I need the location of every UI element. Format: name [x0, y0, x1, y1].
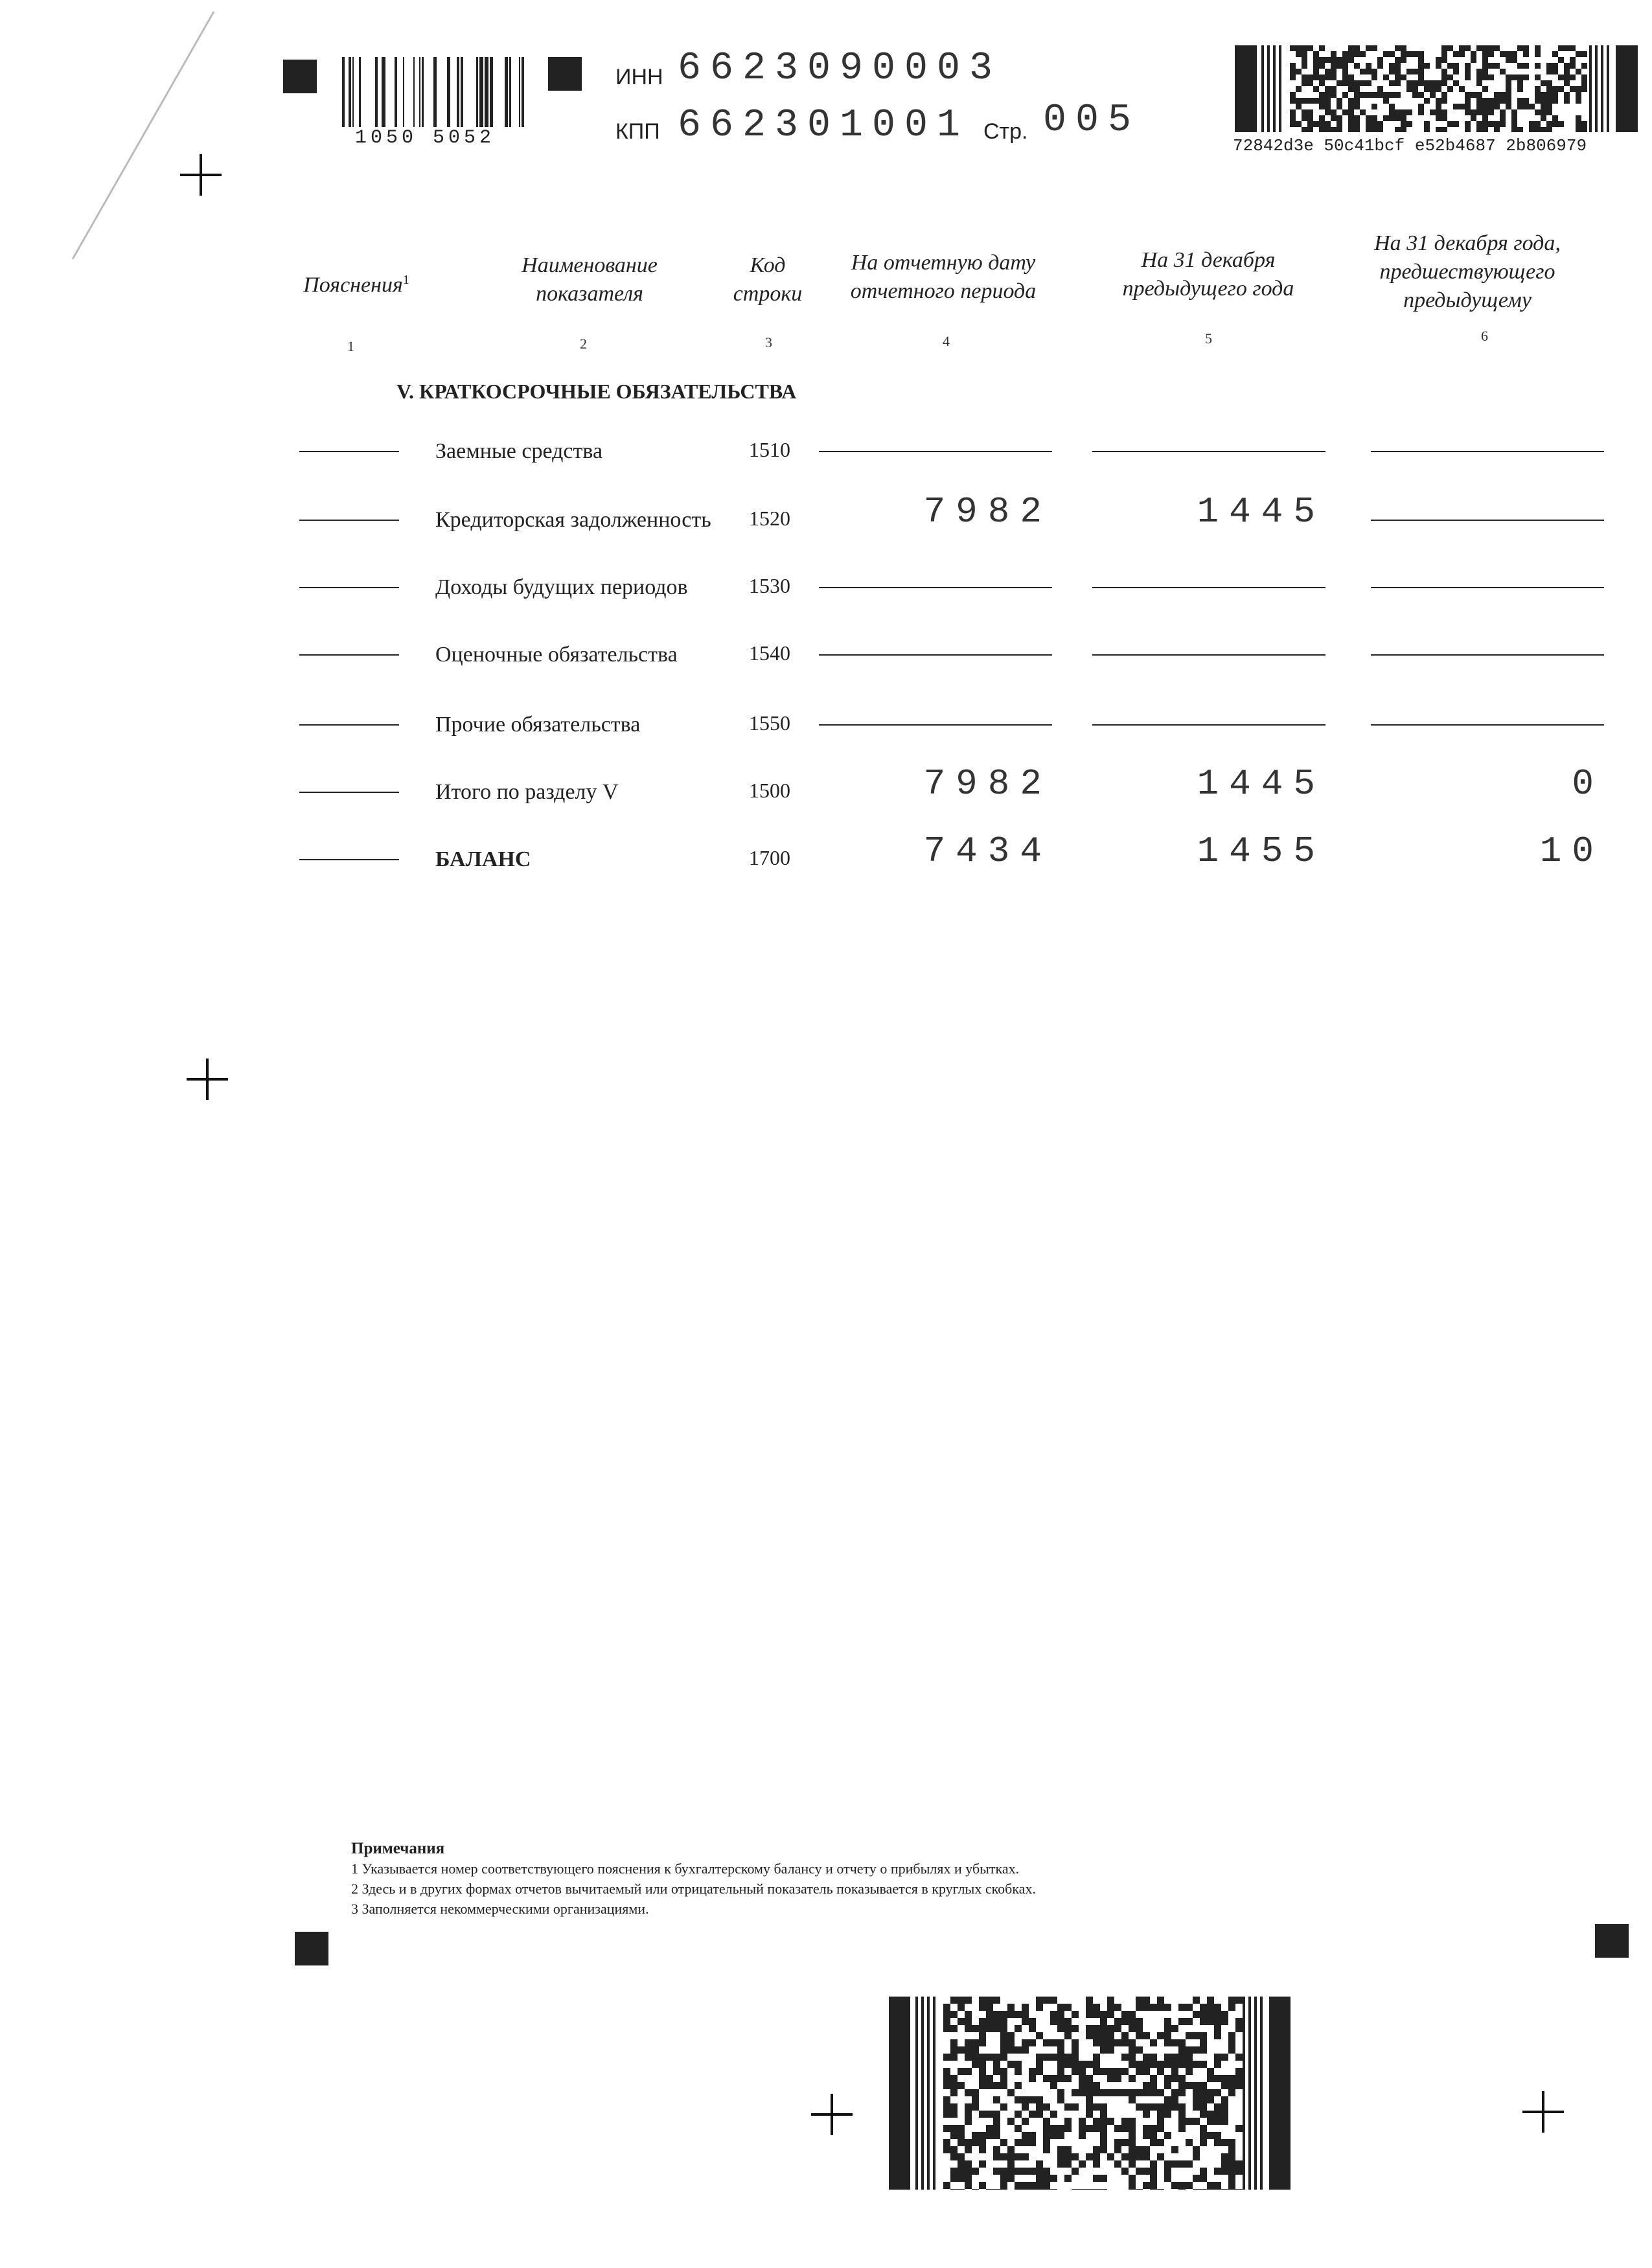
footnotes-title: Примечания: [351, 1840, 445, 1857]
col-number: 4: [943, 333, 950, 349]
row-value-c4: 7982: [923, 491, 1052, 533]
inn-value: 6623090003: [678, 47, 1002, 91]
registration-mark: [548, 57, 582, 91]
row-code: 1550: [749, 711, 790, 735]
row-value-c5: 1455: [1197, 830, 1325, 872]
row-empty-c5: [1092, 587, 1325, 588]
row-code: 1500: [749, 779, 790, 802]
col-header-indicator: Наименование показателя: [522, 253, 658, 306]
row-empty-c6: [1371, 520, 1604, 521]
footnote: 1 Указывается номер соответствующего пояснения к бухгалтерскому балансу и отчету о прибылях и убытках.: [351, 1861, 1020, 1877]
page-value: 005: [1043, 98, 1141, 143]
row-name: Доходы будущих периодов: [435, 575, 688, 599]
row-name: Итого по разделу V: [435, 780, 619, 804]
row-value-c5: 1445: [1197, 763, 1325, 805]
row-value-c4: 7982: [923, 763, 1052, 805]
crosshair-mark: [180, 154, 222, 196]
row-name: БАЛАНС: [435, 847, 531, 871]
crosshair-mark: [1522, 2091, 1564, 2133]
col-header-notes: Пояснения$^1$: [303, 273, 409, 297]
notes-placeholder: [299, 520, 399, 521]
notes-placeholder: [299, 654, 399, 656]
barcode: [342, 57, 525, 130]
col-header-code: Код строки: [733, 253, 803, 306]
crosshair-mark: [811, 2094, 853, 2135]
notes-placeholder: [299, 451, 399, 452]
footnote: 2 Здесь и в других формах отчетов вычитаемый или отрицательный показатель показывается в круглых скобках.: [351, 1881, 1036, 1897]
row-empty-c5: [1092, 654, 1325, 656]
row-empty-c6: [1371, 587, 1604, 588]
row-name: Оценочные обязательства: [435, 643, 678, 667]
col-number: 6: [1481, 328, 1488, 344]
document-hash: 72842d3e 50c41bcf e52b4687 2b806979: [1233, 136, 1587, 155]
row-code: 1520: [749, 507, 790, 530]
pdf417-barcode: [889, 1997, 1291, 2190]
registration-mark: [283, 60, 317, 93]
footnotes: [351, 1838, 1036, 1919]
row-value-c4: 7434: [923, 830, 1052, 872]
notes-placeholder: [299, 859, 399, 860]
inn-label: ИНН: [615, 65, 663, 89]
row-empty-c6: [1371, 724, 1604, 726]
row-empty-c4: [819, 724, 1052, 726]
row-empty-c5: [1092, 724, 1325, 726]
row-empty-c4: [819, 654, 1052, 656]
row-code: 1540: [749, 641, 790, 665]
col-number: 3: [765, 334, 772, 350]
row-value-c6: 0: [1572, 763, 1604, 805]
col-header-current: На отчетную дату отчетного периода: [850, 251, 1037, 303]
page-label: Стр.: [983, 119, 1028, 144]
footnote: 3 Заполняется некоммерческими организациями.: [351, 1901, 649, 1917]
crosshair-mark: [187, 1059, 228, 1100]
kpp-value: 662301001: [678, 104, 970, 148]
col-header-prev-prev-year: На 31 декабря года, предшествующего предыдущему: [1374, 231, 1561, 312]
row-empty-c4: [819, 451, 1052, 452]
row-code: 1510: [749, 438, 790, 461]
row-value-c6: 10: [1539, 830, 1604, 872]
barcode-number: 1050 5052: [355, 127, 496, 149]
pdf417-barcode: [1235, 45, 1638, 132]
row-code: 1530: [749, 574, 790, 597]
row-empty-c6: [1371, 654, 1604, 656]
kpp-label: КПП: [615, 119, 660, 144]
row-value-c5: 1445: [1197, 491, 1325, 533]
col-number: 1: [347, 338, 354, 354]
col-header-prev-year: На 31 декабря предыдущего года: [1122, 248, 1294, 301]
col-number: 2: [580, 336, 587, 352]
col-number: 5: [1205, 330, 1212, 347]
row-empty-c4: [819, 587, 1052, 588]
notes-placeholder: [299, 724, 399, 726]
scan-corner-fold: [0, 0, 220, 272]
row-name: Прочие обязательства: [435, 713, 641, 737]
notes-placeholder: [299, 587, 399, 588]
row-code: 1700: [749, 846, 790, 869]
row-name: Заемные средства: [435, 439, 603, 463]
registration-mark: [295, 1932, 328, 1965]
notes-placeholder: [299, 792, 399, 793]
row-empty-c5: [1092, 451, 1325, 452]
row-empty-c6: [1371, 451, 1604, 452]
registration-mark: [1595, 1924, 1629, 1958]
section-title: V. КРАТКОСРОЧНЫЕ ОБЯЗАТЕЛЬСТВА: [396, 380, 797, 403]
row-name: Кредиторская задолженность: [435, 508, 711, 532]
